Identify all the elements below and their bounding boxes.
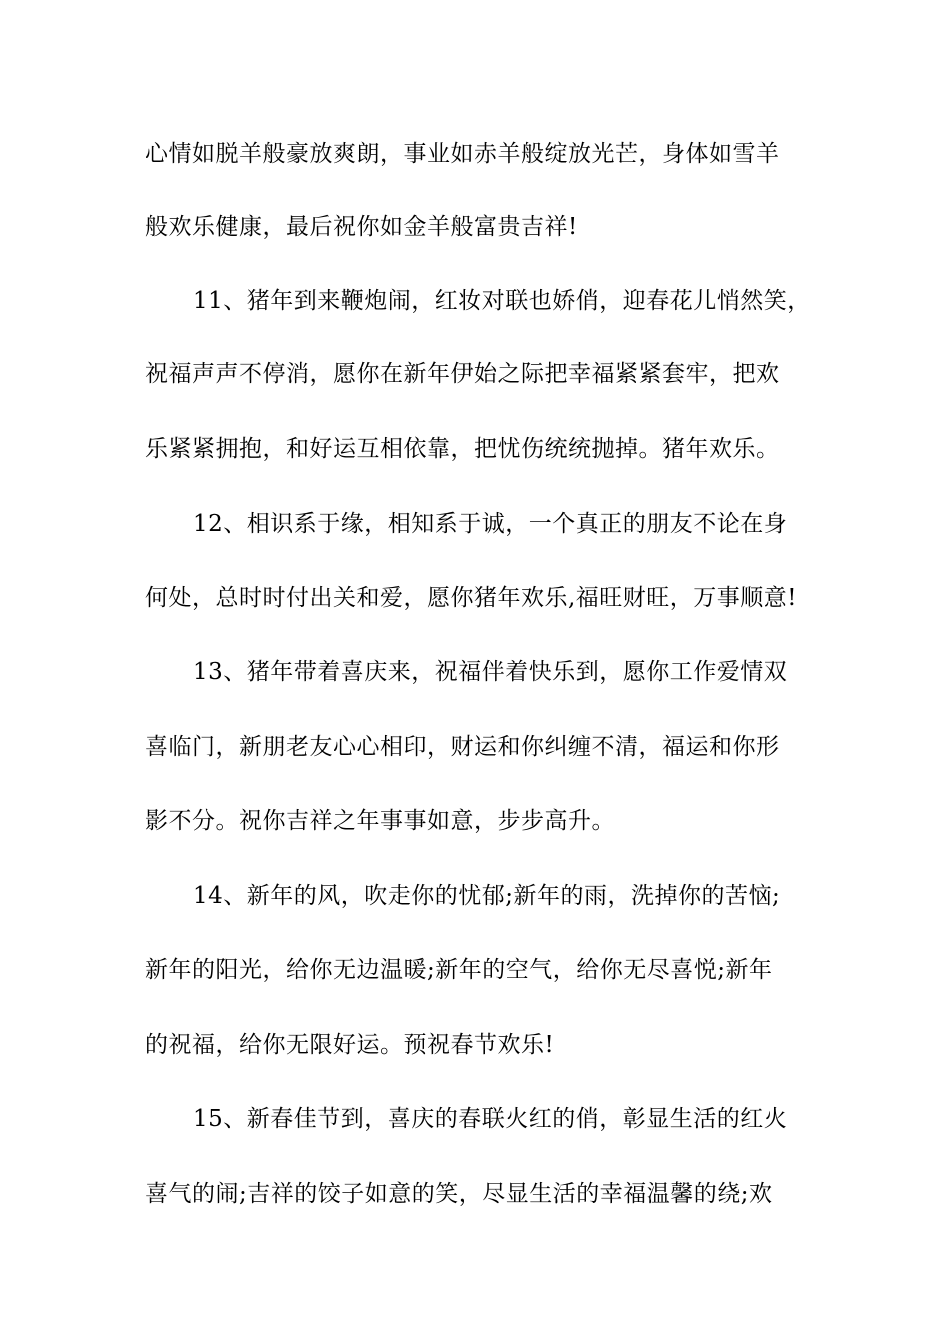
text-line: 新年的阳光，给你无边温暖;新年的空气，给你无尽喜悦;新年 [145, 957, 773, 983]
text-line: 祝福声声不停消，愿你在新年伊始之际把幸福紧紧套牢，把欢 [145, 361, 780, 387]
paragraph-13-start: 13、猪年带着喜庆来，祝福伴着快乐到，愿你工作爱情双 [193, 659, 788, 685]
paragraph-12-start: 12、相识系于缘，相知系于诚，一个真正的朋友不论在身 [193, 511, 788, 537]
text-line: 何处，总时时付出关和爱，愿你猪年欢乐,福旺财旺，万事顺意! [145, 585, 798, 611]
text-line: 般欢乐健康，最后祝你如金羊般富贵吉祥! [145, 214, 578, 240]
text-line: 心情如脱羊般豪放爽朗，事业如赤羊般绽放光芒，身体如雪羊 [145, 141, 780, 167]
text-line: 乐紧紧拥抱，和好运互相依靠，把忧伤统统抛掉。猪年欢乐。 [145, 436, 780, 462]
paragraph-11-start: 11、猪年到来鞭炮闹，红妆对联也娇俏，迎春花儿悄然笑， [193, 288, 811, 314]
text-line: 的祝福，给你无限好运。预祝春节欢乐! [145, 1032, 555, 1058]
text-line: 影不分。祝你吉祥之年事事如意，步步高升。 [145, 808, 615, 834]
text-line: 喜气的闹;吉祥的饺子如意的笑，尽显生活的幸福温馨的绕;欢 [145, 1181, 773, 1207]
paragraph-14-start: 14、新年的风，吹走你的忧郁;新年的雨，洗掉你的苦恼; [193, 883, 781, 909]
paragraph-15-start: 15、新春佳节到，喜庆的春联火红的俏，彰显生活的红火 [193, 1106, 788, 1132]
text-line: 喜临门，新朋老友心心相印，财运和你纠缠不清，福运和你形 [145, 734, 780, 760]
